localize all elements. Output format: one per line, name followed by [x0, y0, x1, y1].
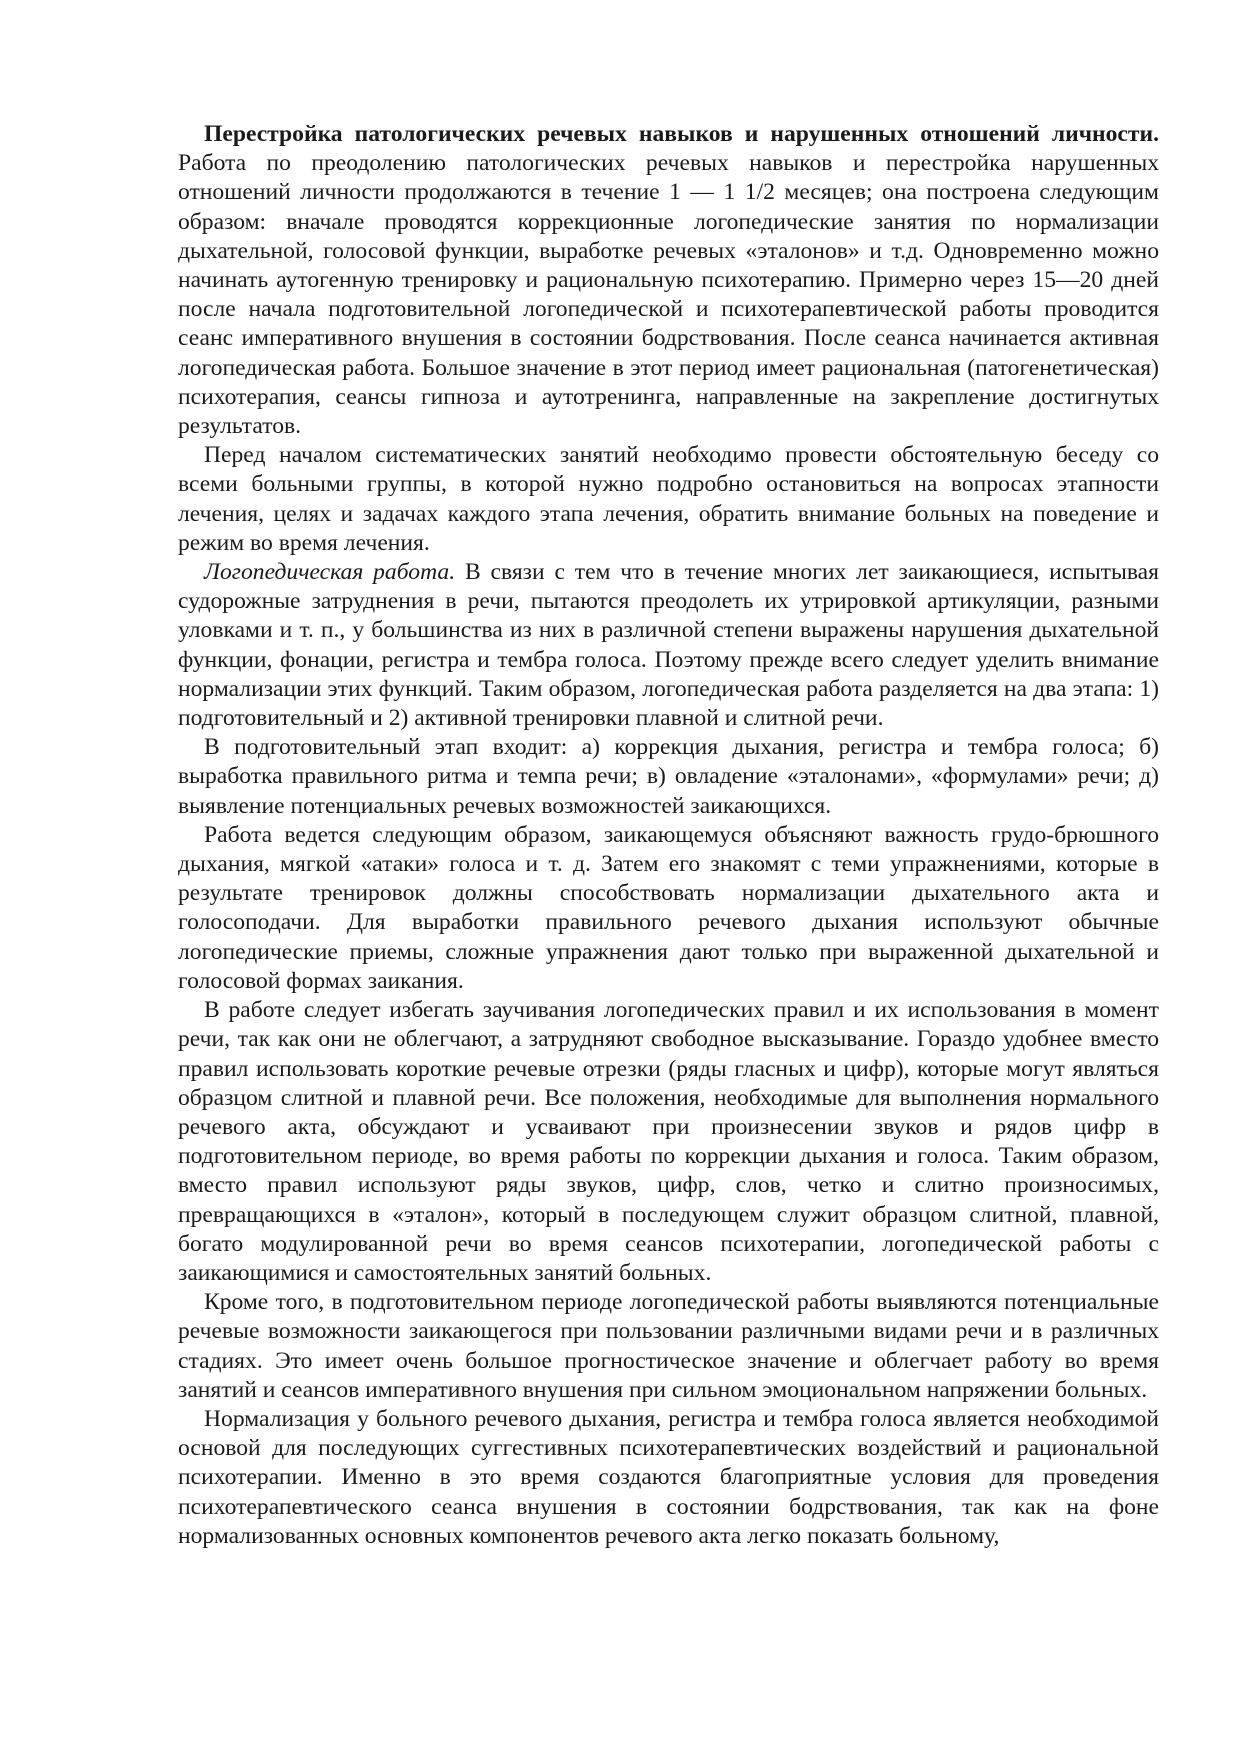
paragraph-speech-therapy [178, 558, 1159, 733]
paragraph-potential-abilities [178, 1288, 1159, 1405]
paragraph-preparatory-stage [178, 733, 1159, 821]
paragraph-lead-bold: Перестройка патологических речевых навыков и нарушенных отношений личности. [204, 121, 1159, 147]
paragraph-lead-italic: Логопедическая работа. [204, 559, 456, 586]
paragraph-breathing-work [178, 821, 1159, 996]
paragraph-text: Нормализация у больного речевого дыхания, регистра и тембра голоса является необходимой основой для последующих суггестивных психотерапевтических воздействий и рациональной психотерапии. Именно в это время создаются благоприятные условия для проведения психотерапевтического сеанса внушения в состоянии бодрствования, так как на фоне нормализованных основных компонентов речевого акта легко показать больному, [178, 1405, 1159, 1549]
document-page [178, 120, 1159, 1551]
paragraph-text: Кроме того, в подготовительном периоде логопедической работы выявляются потенциальные речевые возможности заикающегося при пользовании различными видами речи и в различных стадиях. Это имеет очень большое прогностическое значение и облегчает работу во время занятий и сеансов императивного внушения при сильном эмоциональном напряжении больных. [178, 1289, 1159, 1403]
paragraph-text: Работа по преодолению патологических речевых навыков и перестройка нарушенных отношений личности продолжаются в течение 1 — 1 1/2 месяцев; она построена следующим образом: вначале проводятся коррекционные логопедические занятия по нормализации дыхательной, голосовой функции, выработке речевых «эталонов» и т.д. Одновременно можно начинать аутогенную тренировку и рациональную психотерапию. Примерно через 15—20 дней после начала подготовительной логопедической и психотерапевтической работы проводится сеанс императивного внушения в состоянии бодрствования. После сеанса начинается активная логопедическая работа. Большое значение в этот период имеет рациональная (патогенетическая) психотерапия, сеансы гипноза и аутотренинга, направленные на закрепление достигнутых результатов. [178, 150, 1159, 440]
paragraph-normalization [178, 1405, 1159, 1551]
paragraph-conversation [178, 441, 1159, 558]
paragraph-restructuring [178, 120, 1159, 441]
paragraph-text: В подготовительный этап входит: а) коррекция дыхания, регистра и тембра голоса; б) выработка правильного ритма и темпа речи; в) овладение «эталонами», «формулами» речи; д) выявление потенциальных речевых возможностей заикающихся. [178, 734, 1159, 819]
paragraph-avoid-rules [178, 996, 1159, 1288]
paragraph-text: В работе следует избегать заучивания логопедических правил и их использования в момент речи, так как они не облегчают, а затрудняют свободное высказывание. Гораздо удобнее вместо правил использовать короткие речевые отрезки (ряды гласных и цифр), которые могут являться образцом слитной и плавной речи. Все положения, необходимые для выполнения нормального речевого акта, обсуждают и усваивают при произнесении звуков и рядов цифр в подготовительном периоде, во время работы по коррекции дыхания и голоса. Таким образом, вместо правил используют ряды звуков, цифр, слов, четко и слитно произносимых, превращающихся в «эталон», который в последующем служит образцом слитной, плавной, богато модулированной речи во время сеансов психотерапии, логопедической работы с заикающимися и самостоятельных занятий больных. [178, 997, 1159, 1286]
paragraph-text: Работа ведется следующим образом, заикающемуся объясняют важность грудо-брюшного дыхания, мягкой «атаки» голоса и т. д. Затем его знакомят с теми упражнениями, которые в результате тренировок должны способствовать нормализации дыхательного акта и голосоподачи. Для выработки правильного речевого дыхания используют обычные логопедические приемы, сложные упражнения дают только при выраженной дыхательной и голосовой формах заикания. [178, 821, 1159, 994]
paragraph-text: Перед началом систематических занятий необходимо провести обстоятельную беседу со всеми больными группы, в которой нужно подробно остановиться на вопросах этапности лечения, целях и задачах каждого этапа лечения, обратить внимание больных на поведение и режим во время лечения. [178, 442, 1159, 556]
paragraph-text: В связи с тем что в течение многих лет заикающиеся, испытывая судорожные затруднения в речи, пытаются преодолеть их утрировкой артикуляции, разными уловками и т. п., у большинства из них в различной степени выражены нарушения дыхательной функции, фонации, регистра и тембра голоса. Поэтому прежде всего следует уделить внимание нормализации этих функций. Таким образом, логопедическая работа разделяется на два этапа: 1) подготовительный и 2) активной тренировки плавной и слитной речи. [178, 559, 1159, 732]
